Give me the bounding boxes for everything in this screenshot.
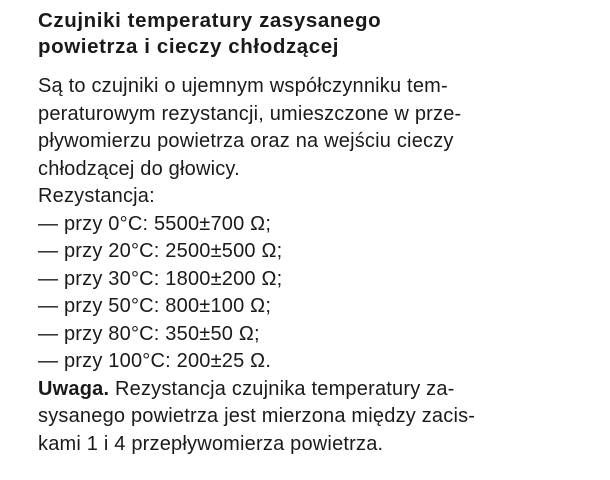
- section-heading: [38, 8, 598, 60]
- note-label: Uwaga.: [38, 377, 110, 400]
- note-paragraph: [38, 376, 598, 459]
- document-page: [38, 8, 598, 458]
- resistance-item: — przy 100°C: 200±25 Ω.: [38, 350, 272, 372]
- resistance-item: — przy 30°C: 1800±200 Ω;: [38, 267, 283, 290]
- resistance-item: — przy 50°C: 800±100 Ω;: [38, 295, 272, 317]
- note-text: Rezystancja czujnika temperatury za-: [109, 377, 455, 400]
- heading-line: Czujniki temperatury zasysanego: [38, 9, 382, 32]
- paragraph-line: peraturowym rezystancji, umieszczone w prze-: [38, 102, 462, 125]
- intro-paragraph: [38, 73, 598, 183]
- paragraph-line: chłodzącej do głowicy.: [38, 157, 240, 180]
- resistance-list: [38, 211, 598, 376]
- resistance-label: Rezystancja:: [38, 185, 155, 207]
- heading-line: powietrza i cieczy chłodzącej: [38, 35, 340, 58]
- paragraph-line: pływomierzu powietrza oraz na wejściu cieczy: [38, 130, 454, 152]
- resistance-item: — przy 0°C: 5500±700 Ω;: [38, 212, 272, 235]
- resistance-item: — przy 80°C: 350±50 Ω;: [38, 322, 260, 345]
- paragraph-line: kami 1 i 4 przepływomierza powietrza.: [38, 432, 384, 455]
- paragraph-line: Są to czujniki o ujemnym współczynniku tem-: [38, 75, 448, 97]
- paragraph-line: sysanego powietrza jest mierzona między zacis-: [38, 405, 476, 427]
- note-first-line: [38, 376, 598, 404]
- resistance-section: [38, 183, 598, 376]
- resistance-item: — przy 20°C: 2500±500 Ω;: [38, 240, 283, 262]
